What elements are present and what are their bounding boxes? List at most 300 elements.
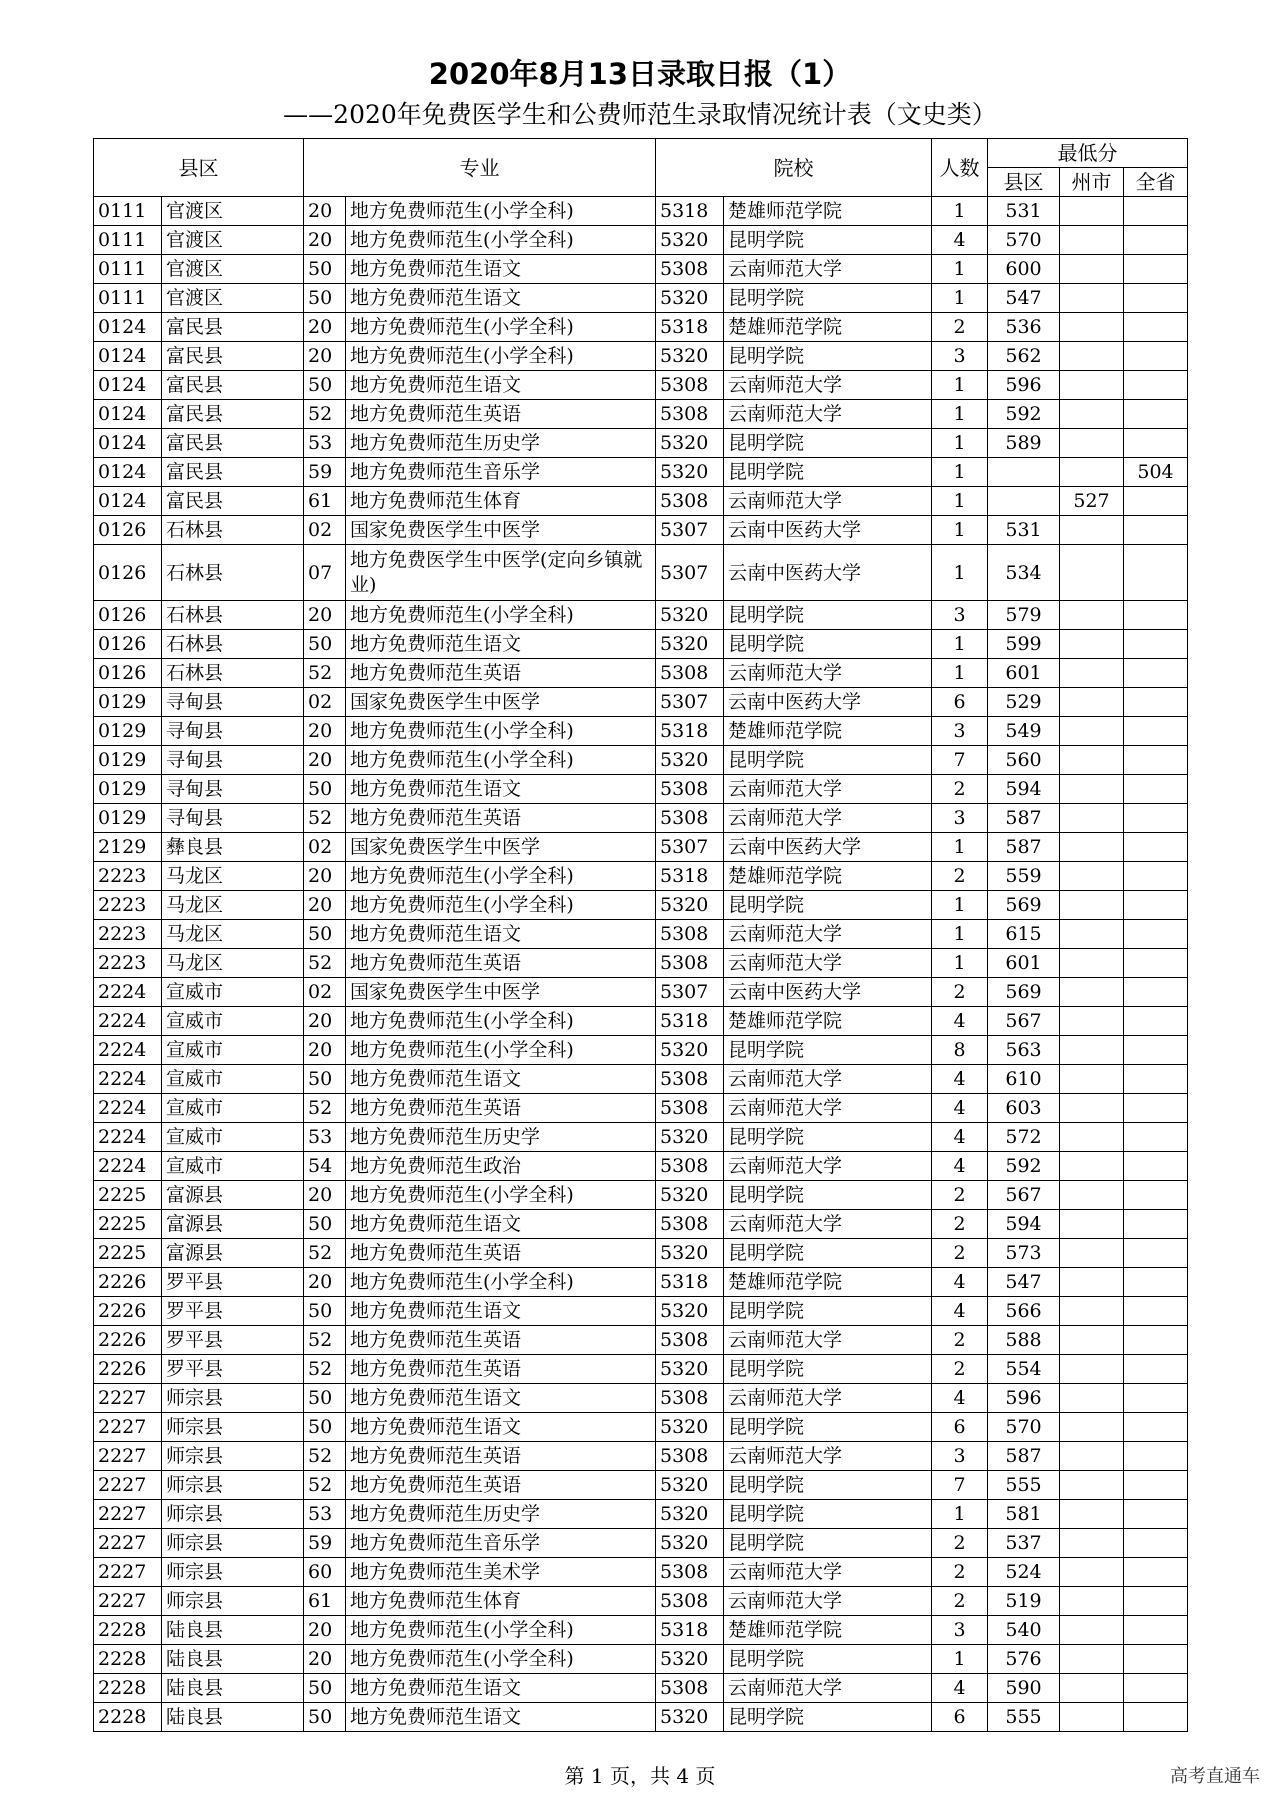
cell-county-name: 罗平县 [162,1326,304,1355]
cell-school-name: 楚雄师范学院 [724,1616,932,1645]
cell-admit-count: 2 [932,1529,988,1558]
cell-score-province [1124,284,1188,313]
cell-county-code: 0111 [94,255,162,284]
cell-county-name: 石林县 [162,601,304,630]
cell-score-province [1124,1326,1188,1355]
cell-admit-count: 1 [932,920,988,949]
cell-school-code: 5320 [656,1500,724,1529]
cell-school-code: 5308 [656,804,724,833]
cell-county-name: 石林县 [162,659,304,688]
table-row [94,717,1188,746]
cell-score-county: 601 [988,949,1060,978]
cell-county-name: 罗平县 [162,1268,304,1297]
cell-major-name: 地方免费师范生(小学全科) [346,342,656,371]
cell-score-province [1124,659,1188,688]
cell-score-city [1060,1500,1124,1529]
cell-admit-count: 2 [932,978,988,1007]
cell-county-name: 宣威市 [162,1123,304,1152]
cell-score-county: 610 [988,1065,1060,1094]
cell-admit-count: 2 [932,1587,988,1616]
cell-score-city [1060,1036,1124,1065]
cell-admit-count: 2 [932,775,988,804]
cell-major-code: 20 [304,717,346,746]
cell-county-code: 0111 [94,284,162,313]
cell-major-name: 地方免费师范生(小学全科) [346,226,656,255]
cell-school-name: 云南师范大学 [724,1210,932,1239]
cell-school-code: 5307 [656,516,724,545]
cell-school-name: 云南师范大学 [724,487,932,516]
table-row [94,688,1188,717]
cell-score-province [1124,487,1188,516]
cell-county-name: 石林县 [162,630,304,659]
cell-school-code: 5308 [656,1558,724,1587]
cell-county-code: 0111 [94,197,162,226]
header-count: 人数 [932,139,988,197]
cell-score-county: 576 [988,1645,1060,1674]
cell-county-name: 石林县 [162,516,304,545]
cell-admit-count: 1 [932,516,988,545]
cell-score-province [1124,429,1188,458]
cell-major-name: 地方免费师范生音乐学 [346,1529,656,1558]
cell-major-name: 地方免费师范生英语 [346,804,656,833]
cell-school-name: 云南师范大学 [724,1384,932,1413]
cell-major-code: 50 [304,920,346,949]
cell-score-city [1060,342,1124,371]
cell-county-name: 师宗县 [162,1529,304,1558]
cell-major-code: 50 [304,1413,346,1442]
cell-school-name: 云南师范大学 [724,1065,932,1094]
cell-score-city [1060,1268,1124,1297]
cell-major-code: 52 [304,1355,346,1384]
cell-county-name: 富源县 [162,1181,304,1210]
cell-major-code: 02 [304,978,346,1007]
cell-major-code: 52 [304,1094,346,1123]
cell-county-name: 陆良县 [162,1645,304,1674]
cell-school-code: 5320 [656,429,724,458]
cell-county-code: 0124 [94,487,162,516]
cell-school-name: 云南师范大学 [724,1674,932,1703]
cell-score-city [1060,601,1124,630]
cell-school-code: 5320 [656,1036,724,1065]
cell-score-city [1060,371,1124,400]
cell-major-code: 52 [304,949,346,978]
cell-admit-count: 1 [932,1645,988,1674]
cell-major-code: 61 [304,487,346,516]
cell-county-name: 官渡区 [162,226,304,255]
cell-score-county: 529 [988,688,1060,717]
cell-score-province [1124,891,1188,920]
cell-school-code: 5320 [656,1529,724,1558]
cell-school-name: 昆明学院 [724,1239,932,1268]
cell-major-code: 50 [304,1210,346,1239]
cell-score-city [1060,284,1124,313]
cell-score-city [1060,1152,1124,1181]
cell-major-code: 50 [304,630,346,659]
cell-score-province [1124,1529,1188,1558]
cell-county-name: 师宗县 [162,1500,304,1529]
table-row [94,487,1188,516]
cell-county-code: 0129 [94,804,162,833]
cell-score-province [1124,1558,1188,1587]
cell-score-county: 531 [988,197,1060,226]
cell-score-province [1124,920,1188,949]
cell-county-name: 陆良县 [162,1616,304,1645]
cell-score-province [1124,1123,1188,1152]
cell-school-name: 楚雄师范学院 [724,197,932,226]
cell-score-province [1124,1384,1188,1413]
cell-score-county: 596 [988,1384,1060,1413]
cell-score-county: 581 [988,1500,1060,1529]
cell-admit-count: 4 [932,1268,988,1297]
cell-school-code: 5308 [656,659,724,688]
cell-school-name: 昆明学院 [724,746,932,775]
cell-county-name: 师宗县 [162,1471,304,1500]
cell-school-name: 昆明学院 [724,1471,932,1500]
cell-county-code: 0124 [94,400,162,429]
cell-county-name: 马龙区 [162,920,304,949]
cell-school-name: 昆明学院 [724,342,932,371]
cell-school-code: 5320 [656,1123,724,1152]
cell-admit-count: 1 [932,371,988,400]
cell-county-name: 寻甸县 [162,688,304,717]
cell-score-city [1060,429,1124,458]
cell-county-name: 师宗县 [162,1587,304,1616]
cell-score-province [1124,1210,1188,1239]
table-row [94,920,1188,949]
cell-admit-count: 3 [932,1442,988,1471]
header-score-county: 县区 [988,168,1060,197]
cell-county-code: 2223 [94,891,162,920]
brand-watermark: 高考直通车 [1170,1766,1260,1787]
cell-admit-count: 3 [932,717,988,746]
cell-major-name: 地方免费师范生语文 [346,1703,656,1732]
cell-score-county: 594 [988,1210,1060,1239]
cell-county-code: 0126 [94,659,162,688]
cell-admit-count: 7 [932,746,988,775]
cell-school-code: 5320 [656,1181,724,1210]
cell-admit-count: 6 [932,688,988,717]
cell-major-name: 地方免费师范生(小学全科) [346,1645,656,1674]
cell-major-name: 地方免费师范生英语 [346,1094,656,1123]
cell-county-code: 2228 [94,1703,162,1732]
cell-county-code: 2225 [94,1239,162,1268]
cell-admit-count: 1 [932,284,988,313]
header-school: 院校 [656,139,932,197]
cell-major-code: 20 [304,1181,346,1210]
cell-admit-count: 7 [932,1471,988,1500]
cell-score-province [1124,1355,1188,1384]
table-row [94,862,1188,891]
cell-score-city [1060,920,1124,949]
cell-county-name: 陆良县 [162,1674,304,1703]
cell-score-province: 504 [1124,458,1188,487]
cell-admit-count: 1 [932,545,988,601]
table-row [94,1587,1188,1616]
cell-school-code: 5320 [656,1239,724,1268]
cell-score-province [1124,1181,1188,1210]
cell-school-name: 昆明学院 [724,458,932,487]
cell-county-code: 0126 [94,601,162,630]
cell-admit-count: 2 [932,313,988,342]
page-subtitle: ——2020年免费医学生和公费师范生录取情况统计表（文史类） [283,100,997,129]
cell-score-province [1124,804,1188,833]
cell-score-county: 588 [988,1326,1060,1355]
cell-major-code: 54 [304,1152,346,1181]
cell-school-code: 5320 [656,342,724,371]
cell-score-city [1060,226,1124,255]
cell-school-code: 5320 [656,746,724,775]
cell-score-city [1060,1616,1124,1645]
cell-county-name: 宣威市 [162,1152,304,1181]
cell-major-name: 地方免费师范生(小学全科) [346,601,656,630]
cell-school-name: 楚雄师范学院 [724,313,932,342]
cell-school-code: 5320 [656,601,724,630]
cell-major-name: 地方免费师范生(小学全科) [346,1268,656,1297]
cell-score-city [1060,775,1124,804]
table-row [94,746,1188,775]
cell-county-code: 0126 [94,545,162,601]
cell-school-name: 楚雄师范学院 [724,862,932,891]
cell-school-name: 云南师范大学 [724,1152,932,1181]
cell-score-county: 547 [988,284,1060,313]
cell-major-code: 20 [304,197,346,226]
cell-major-name: 地方免费师范生(小学全科) [346,197,656,226]
cell-county-name: 官渡区 [162,197,304,226]
cell-county-name: 富民县 [162,487,304,516]
cell-school-code: 5320 [656,226,724,255]
table-row [94,1326,1188,1355]
cell-score-county: 587 [988,1442,1060,1471]
table-row [94,1500,1188,1529]
table-row [94,1181,1188,1210]
cell-county-code: 2227 [94,1529,162,1558]
cell-county-code: 2224 [94,1007,162,1036]
cell-major-code: 52 [304,1326,346,1355]
cell-score-county: 562 [988,342,1060,371]
cell-major-name: 地方免费师范生语文 [346,1674,656,1703]
cell-school-code: 5320 [656,284,724,313]
cell-school-code: 5308 [656,1442,724,1471]
cell-county-code: 2225 [94,1210,162,1239]
cell-score-county: 569 [988,978,1060,1007]
header-score-city: 州市 [1060,168,1124,197]
cell-county-code: 2224 [94,1094,162,1123]
cell-school-name: 昆明学院 [724,284,932,313]
cell-county-code: 2227 [94,1442,162,1471]
cell-county-code: 0124 [94,458,162,487]
table-row [94,1123,1188,1152]
table-row [94,1007,1188,1036]
table-row [94,1355,1188,1384]
cell-score-province [1124,371,1188,400]
cell-score-city [1060,516,1124,545]
cell-school-code: 5308 [656,1587,724,1616]
cell-county-code: 2227 [94,1471,162,1500]
cell-score-county: 540 [988,1616,1060,1645]
cell-school-name: 云南师范大学 [724,1587,932,1616]
cell-major-name: 地方免费师范生美术学 [346,1558,656,1587]
cell-county-code: 0124 [94,342,162,371]
cell-score-county: 570 [988,1413,1060,1442]
cell-major-name: 地方免费师范生(小学全科) [346,717,656,746]
cell-county-name: 官渡区 [162,255,304,284]
cell-score-city [1060,1297,1124,1326]
cell-admit-count: 8 [932,1036,988,1065]
cell-admit-count: 4 [932,1152,988,1181]
cell-major-code: 52 [304,1471,346,1500]
cell-major-name: 国家免费医学生中医学 [346,833,656,862]
cell-school-code: 5320 [656,1703,724,1732]
cell-score-province [1124,197,1188,226]
cell-score-province [1124,1239,1188,1268]
cell-county-code: 2224 [94,1065,162,1094]
table-row [94,1703,1188,1732]
cell-major-code: 20 [304,1645,346,1674]
cell-score-city [1060,545,1124,601]
cell-major-name: 地方免费师范生英语 [346,1355,656,1384]
cell-county-name: 富源县 [162,1210,304,1239]
cell-school-code: 5308 [656,1674,724,1703]
cell-major-code: 20 [304,313,346,342]
cell-major-name: 地方免费师范生(小学全科) [346,746,656,775]
cell-school-name: 昆明学院 [724,1181,932,1210]
cell-school-name: 云南师范大学 [724,804,932,833]
table-row [94,1152,1188,1181]
table-row [94,804,1188,833]
cell-major-code: 20 [304,226,346,255]
cell-major-code: 59 [304,458,346,487]
cell-major-code: 50 [304,1703,346,1732]
cell-major-code: 50 [304,284,346,313]
cell-admit-count: 1 [932,659,988,688]
table-row [94,833,1188,862]
cell-score-province [1124,833,1188,862]
cell-school-code: 5307 [656,688,724,717]
cell-school-name: 昆明学院 [724,1355,932,1384]
table-row [94,1210,1188,1239]
cell-school-name: 云南师范大学 [724,1326,932,1355]
cell-admit-count: 2 [932,1355,988,1384]
cell-score-province [1124,516,1188,545]
cell-score-province [1124,1645,1188,1674]
cell-county-code: 0126 [94,630,162,659]
cell-score-county: 592 [988,1152,1060,1181]
table-row [94,1036,1188,1065]
cell-admit-count: 6 [932,1703,988,1732]
cell-score-city [1060,1442,1124,1471]
cell-score-county: 536 [988,313,1060,342]
table-row [94,601,1188,630]
cell-score-city [1060,1181,1124,1210]
cell-school-code: 5308 [656,775,724,804]
cell-score-city [1060,1471,1124,1500]
cell-admit-count: 4 [932,1065,988,1094]
cell-school-code: 5308 [656,1065,724,1094]
cell-score-province [1124,949,1188,978]
cell-score-province [1124,1007,1188,1036]
cell-school-name: 昆明学院 [724,1703,932,1732]
cell-county-name: 寻甸县 [162,746,304,775]
cell-score-county: 547 [988,1268,1060,1297]
cell-major-code: 50 [304,1297,346,1326]
cell-score-county [988,487,1060,516]
cell-county-name: 宣威市 [162,1036,304,1065]
cell-score-province [1124,400,1188,429]
cell-school-code: 5307 [656,545,724,601]
cell-score-county: 524 [988,1558,1060,1587]
cell-school-code: 5318 [656,313,724,342]
table-row [94,458,1188,487]
table-row [94,342,1188,371]
cell-score-province [1124,1703,1188,1732]
cell-school-name: 昆明学院 [724,1529,932,1558]
cell-score-city [1060,1558,1124,1587]
table-row [94,1384,1188,1413]
cell-county-code: 2223 [94,949,162,978]
cell-school-name: 昆明学院 [724,1500,932,1529]
cell-score-province [1124,1674,1188,1703]
cell-school-code: 5308 [656,949,724,978]
cell-county-code: 0124 [94,429,162,458]
cell-score-city [1060,688,1124,717]
cell-major-name: 地方免费师范生体育 [346,487,656,516]
cell-score-county: 592 [988,400,1060,429]
cell-score-city [1060,717,1124,746]
table-row [94,1529,1188,1558]
cell-school-name: 云南中医药大学 [724,688,932,717]
cell-county-name: 宣威市 [162,1065,304,1094]
cell-score-province [1124,746,1188,775]
cell-county-code: 0124 [94,313,162,342]
cell-score-county: 566 [988,1297,1060,1326]
cell-county-name: 罗平县 [162,1355,304,1384]
cell-county-code: 2227 [94,1384,162,1413]
cell-major-name: 国家免费医学生中医学 [346,978,656,1007]
cell-school-code: 5308 [656,1210,724,1239]
cell-school-name: 云南师范大学 [724,1094,932,1123]
cell-score-province [1124,775,1188,804]
cell-school-code: 5307 [656,978,724,1007]
cell-county-code: 0129 [94,775,162,804]
cell-major-code: 52 [304,400,346,429]
cell-major-code: 20 [304,342,346,371]
cell-major-code: 07 [304,545,346,601]
cell-major-name: 地方免费师范生(小学全科) [346,1181,656,1210]
cell-admit-count: 4 [932,1007,988,1036]
cell-school-code: 5318 [656,197,724,226]
cell-major-name: 地方免费师范生(小学全科) [346,313,656,342]
cell-major-code: 52 [304,659,346,688]
cell-score-city [1060,862,1124,891]
cell-major-name: 地方免费师范生语文 [346,255,656,284]
cell-score-province [1124,601,1188,630]
cell-score-city [1060,1123,1124,1152]
cell-score-city: 527 [1060,487,1124,516]
cell-major-name: 地方免费师范生语文 [346,1297,656,1326]
header-min-score: 最低分 [988,139,1188,168]
cell-school-code: 5320 [656,1297,724,1326]
cell-major-code: 20 [304,1268,346,1297]
cell-major-name: 地方免费医学生中医学(定向乡镇就业) [346,545,656,601]
cell-county-code: 2224 [94,1123,162,1152]
cell-major-code: 20 [304,1036,346,1065]
table-row [94,255,1188,284]
cell-school-code: 5318 [656,1007,724,1036]
cell-major-code: 02 [304,833,346,862]
cell-score-county: 563 [988,1036,1060,1065]
cell-admit-count: 4 [932,1123,988,1152]
cell-school-name: 楚雄师范学院 [724,1268,932,1297]
